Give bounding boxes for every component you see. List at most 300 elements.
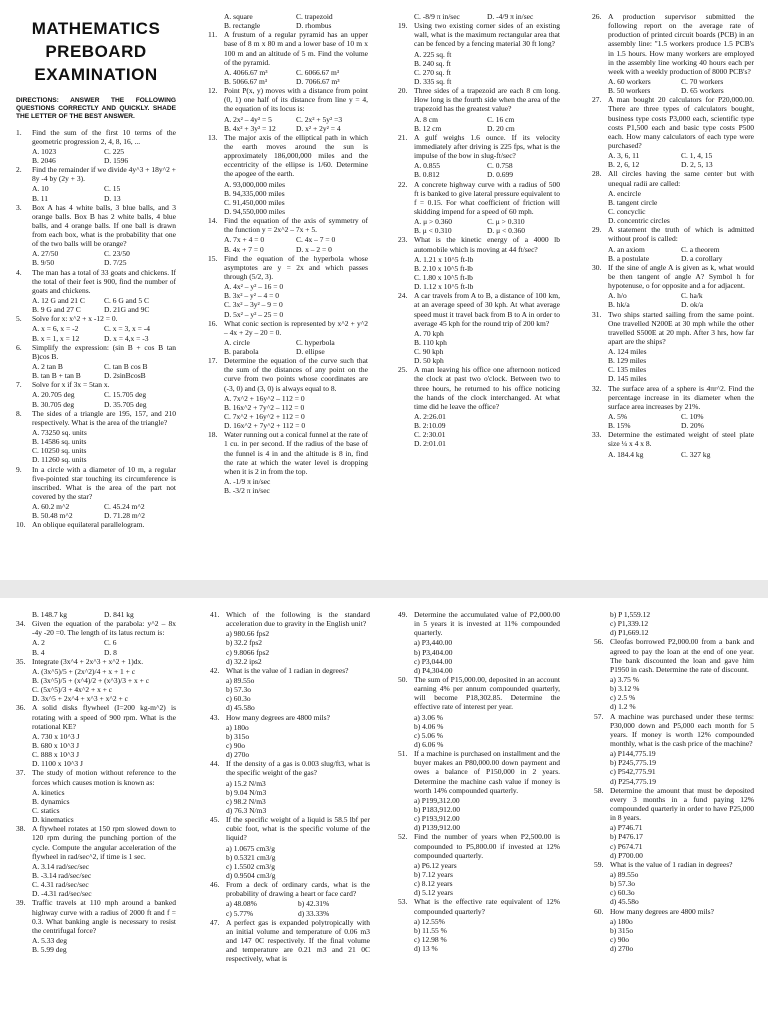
column-4 [594,610,754,953]
answer-option: C. 16 cm [487,114,515,124]
answer-option: B. 4x + 7 = 0 [224,244,264,254]
question-number: 42. [210,665,220,675]
question-number: 4. [16,267,22,277]
column-3 [398,12,560,449]
answer-option: B. 2046 [32,155,56,165]
answer-option: A. 225 sq. ft [414,49,452,59]
question-text: Find the number of years when P2,500.00 is compounded to P5,800.00 if invested at 12% compounded quarterly. [414,832,560,860]
question-number: 38. [16,824,26,834]
answer-option: A. 0.855 [414,161,441,171]
question-number: 28. [592,169,602,179]
question-text: A man leaving his office one afternoon noticed the clock at past two o'clock. Between two to three hours, he returned to his office noticing the hands of the clock interchanged. At what time did he leave the office? [414,365,560,411]
answer-option: D. 8 [104,647,117,657]
answer-option: A. 27/50 [32,249,59,259]
answer-option: B. 110 kph [414,337,447,347]
answer-option: B. 4 [32,647,45,657]
question [208,254,368,281]
answer-option: A. 73250 sq. units [32,428,87,438]
answer-option: D. x = 4,x = -3 [104,333,149,343]
question-number: 9. [16,464,22,474]
answer-option: A. 8 cm [414,114,438,124]
question [16,128,176,146]
answer-option: B. 30.705 deg [32,399,75,409]
answer-option: c) 9.8066 fps2 [226,647,270,657]
question-text: The major axis of the elliptical path in which the earth moves around the sun is approximately 186,000,000 miles and the eccentricity of the ellipse is 1/60. Determine the apogee of the earth. [224,132,368,179]
answer-option: B. 5.99 deg [32,945,67,955]
answer-options [398,255,560,292]
answer-option: C. 3x² – 3y² – 9 = 0 [224,300,283,310]
question-number: 8. [16,408,22,418]
answer-option: c) P1,339.12 [610,619,649,629]
answer-option: B. 5066.67 m³ [224,76,268,86]
answer-option: B. tan B + tan B [32,371,81,381]
question [16,203,176,249]
answer-option: c) P674.71 [610,841,643,851]
answer-options [16,502,176,520]
question-number: 21. [398,132,408,142]
question [208,319,368,337]
question-text: If the density of a gas is 0.003 slug/ft3, what is the specific weight of the gas? [226,759,370,778]
answer-option: a) P3,440.00 [414,638,453,648]
answer-option: B. 9/50 [32,258,55,268]
answer-option: B. 0.812 [414,170,440,180]
question-text: The sides of a triangle are 195, 157, and 210 respectively. What is the area of the triangle? [32,408,176,427]
question-text: An oblique equilateral parallelogram. [32,520,145,530]
question [210,815,370,842]
question [16,409,176,427]
question [592,95,754,150]
answer-option: A. -1/9 π in/sec [224,477,271,487]
question [594,860,754,869]
answer-options [398,796,560,833]
question-text: If the specific weight of a liquid is 58.5 lbf per cubic foot, what is the specific volume of the liquid? [226,815,370,843]
question-list [592,12,754,459]
continued-options [594,610,754,637]
question-number: 15. [208,253,218,263]
question-list [398,610,560,953]
answer-option: B. 11 [32,193,48,203]
question-text: A frustum of a regular pyramid has an upper base of 8 m x 80 m and a lower base of 10 m x 100 m and an altitude of 5 m. Find the volume of the pyramid. [224,30,368,67]
answer-options [210,779,370,816]
question-text: How many degrees are 4800 mils? [226,712,330,722]
answer-options [210,676,370,713]
answer-options [592,189,754,226]
column-2 [210,610,370,964]
answer-option: D. 2sinBcosB [104,371,146,381]
answer-option: B. 9 G and 27 C [32,305,81,315]
answer-option: B. 15% [608,421,631,431]
answer-option: c) P193,912.00 [414,814,460,824]
question [592,430,754,448]
question-number: 30. [592,262,602,272]
question [210,666,370,675]
answer-option: C. ha/k [681,291,703,301]
answer-option: B. 94,335,000 miles [224,188,285,198]
answer-option: C. statics [32,805,60,815]
answer-option: B. hk/a [608,300,630,310]
answer-option: D. 94,550,000 miles [224,206,286,216]
question [592,384,754,411]
answer-option: c) 1.5502 cm3/g [226,861,275,871]
question [592,263,754,290]
question [398,675,560,712]
exam-title [16,18,176,87]
question-text: All circles having the same center but with unequal radii are called: [608,169,754,188]
question-text: Find the equation of the axis of symmetry of the function y = 2x^2 – 7x + 5. [224,216,368,235]
answer-options [208,115,368,133]
question-text: Determine the estimated weight of steel plate size ¼ x 4 x 8. [608,430,754,449]
answer-option: A. kinetics [32,787,65,797]
question-text: Box A has 4 white balls, 3 blue balls, and 3 orange balls. Box B has 2 white balls, 4 blue balls, and 4 orange balls. If one ball is drawn from each box, what is the probability that one of the two balls will be orange? [32,202,176,249]
question [398,897,560,915]
answer-option: c) 90o [610,934,629,944]
answer-option: a) P199,312.00 [414,795,460,805]
answer-option: D. 3x^5 + 2x^4 + x^3 + x^2 + c [32,694,128,704]
answer-option: D. 145 miles [608,374,647,384]
question-number: 25. [398,365,408,375]
question-text: If the sine of angle A is given as k, what would be then tangent of angle A? Symbol h for hypotenuse, o for opposite and a for adjacent. [608,262,754,291]
question [208,86,368,113]
answer-option: a) 3.75 % [610,674,639,684]
answer-options [16,184,176,202]
answer-options [210,629,370,666]
answer-option: A. 2x² – 4y² = 5 [224,114,272,124]
answer-option: C. 10% [681,412,704,422]
question [592,169,754,187]
question-number: 10. [16,520,26,530]
column-1 [16,610,176,954]
answer-option: D. ellipse [296,347,325,357]
question-list [398,21,560,448]
answer-option: C. 15.705 deg [104,390,147,400]
question-number: 49. [398,610,408,619]
question-number: 45. [210,815,220,825]
answer-options [16,732,176,769]
answer-option: D. x – 2 = 0 [296,244,332,254]
answer-option: B. 2:10.09 [414,421,446,431]
question-number: 24. [398,291,408,301]
answer-option: D. 20% [681,421,704,431]
answer-option: A. x = 6, x = -2 [32,324,79,334]
answer-option: c) 2.5 % [610,693,636,703]
exam-page-2 [0,598,768,1024]
question [16,824,176,861]
question-text: A flywheel rotates at 150 rpm slowed down to 120 rpm during the punching portion of the cycle. Compute the angular acceleration of the flywheel in rad/sec^2, if time is 1 sec. [32,824,176,861]
answer-option: b) P 1,559.12 [610,610,651,619]
question-number: 32. [592,383,602,393]
answer-option: d) 45.58o [610,897,639,907]
answer-option: a) 980.66 fps2 [226,629,270,639]
directions: DIRECTIONS: ANSWER THE FOLLOWING QUESTIONS CORRECTLY AND QUICKLY. SHADE THE LETTER OF THE BEST ANSWER. [16,96,176,121]
answer-option: d) 270o [610,944,634,954]
question-text: In a circle with a diameter of 10 m, a regular five-pointed star touching its circumference is inscribed. What is the area of the part not covered by the star? [32,464,176,501]
answer-option: b) P476.17 [610,832,643,842]
answer-option: a) 3.06 % [414,712,443,722]
answer-option: C. 10250 sq. units [32,446,87,456]
question-number: 39. [16,898,26,908]
answer-option: B. 50.48 m^2 [32,511,73,521]
answer-option: D. 21G and 9C [104,305,150,315]
answer-option: D. 841 kg [104,610,134,619]
answer-option: b) 57.3o [226,685,251,695]
answer-option: D. -4.31 rad/sec/sec [32,889,92,899]
question [594,712,754,749]
question-number: 6. [16,342,22,352]
answer-option: c) 5.06 % [414,730,443,740]
question-text: A machine was purchased under these terms: P30,000 down and P5,000 each month for 5 years. If money is worth 12% compounded monthly, what is the cash price of the machine? [610,711,754,748]
answer-option: a) 89.55o [226,675,255,685]
question-text: What conic section is represented by x^2 + y^2 – 4x + 2y – 20 = 0. [224,318,368,337]
answer-option: B. (3x^5)/5 + (x^4)/2 + (x^3)/3 + x + c [32,675,150,685]
question [210,918,370,964]
answer-option: D. 35.705 deg [104,399,147,409]
answer-options [594,917,754,954]
question [594,637,754,674]
question-list [16,619,176,954]
question [398,133,560,160]
question-number: 17. [208,356,218,366]
question-number: 59. [594,859,604,869]
question-number: 5. [16,314,22,324]
answer-option: A. encircle [608,188,641,198]
answer-option: D. concentric circles [608,216,670,226]
question-text: What is the effective rate equivalent of 12% compounded quarterly? [414,897,560,916]
answer-option: a) 12.55% [414,916,445,926]
question-number: 44. [210,759,220,769]
answer-option: D. 11260 sq. units [32,455,87,465]
continued-options [208,12,368,30]
answer-option: B. 680 x 10^3 J [32,740,80,750]
answer-option: c) 60.3o [226,694,251,704]
answer-option: C. a theorem [681,244,720,254]
page-separator [0,580,768,598]
answer-option: b) 57.3o [610,879,635,889]
question-text: Integrate (3x^4 + 2x^3 + x^2 + 1)dx. [32,656,144,666]
answer-option: C. tan B cos B [104,362,148,372]
title-line: PREBOARD [45,41,147,61]
title-line: MATHEMATICS [31,19,161,38]
question-number: 20. [398,86,408,96]
answer-option: b) 7.12 years [414,869,453,879]
answer-option: D. 1.12 x 10^5 ft-lb [414,282,474,292]
answer-options [208,180,368,217]
answer-options [592,151,754,169]
question-text: The man has a total of 33 goats and chickens. If the total of their feet is 900, find the number of goats and chickens. [32,267,176,295]
answer-options [208,68,368,86]
answer-options [16,147,176,165]
answer-option: B. 3x² – y² – 4 = 0 [224,291,279,301]
answer-options [592,291,754,309]
question-text: What is the kinetic energy of a 4000 lb automobile which is moving at 44 ft/sec? [414,235,560,254]
answer-options [16,390,176,408]
question [210,713,370,722]
answer-option: A. an axiom [608,244,645,254]
answer-option: A. 5.33 deg [32,935,67,945]
question-text: The sum of P15,000.00, deposited in an account earning 4% per annum compounded quarterly, will become P18,302.85. Determine the effective rate of interest per year. [414,674,560,712]
answer-option: d) 13 % [414,944,438,954]
answer-option: C. 888 x 10^3 J [32,750,80,760]
answer-option: D. μ < 0.360 [487,226,526,236]
answer-option: C. 70 workers [681,76,724,86]
answer-option: d) 76.3 N/m3 [226,805,267,815]
answer-option: d) P700.00 [610,850,643,860]
answer-options [208,394,368,431]
question-number: 11. [208,30,218,40]
question-number: 36. [16,703,26,713]
answer-options [398,217,560,235]
answer-option: A. 3, 6, 11 [608,151,640,161]
question-number: 7. [16,380,22,390]
question-number: 12. [208,86,218,96]
question-text: Given the equation of the parabola: y^2 – 8x -4y -20 =0. The length of its latus rectum is: [32,619,176,638]
question [594,786,754,823]
answer-option: D. 20 cm [487,123,515,133]
question-text: What is the value of 1 radian in degrees? [226,665,349,675]
answer-option: b) 9.04 N/m3 [226,787,267,797]
answer-options [592,245,754,263]
question-number: 19. [398,21,408,31]
answer-options [398,412,560,449]
question-number: 13. [208,132,218,142]
answer-option: A. 10 [32,184,49,194]
column-2 [208,12,368,495]
question [16,343,176,361]
answer-option: a) 15.2 N/m3 [226,778,266,788]
answer-options [398,638,560,675]
question [398,235,560,253]
question [592,310,754,347]
question-text: Which of the following is the standard acceleration due to gravity in the English unit? [226,610,370,629]
answer-option: C. (5x^5)/3 + 4x^2 + x + c [32,685,113,695]
question-number: 16. [208,318,218,328]
continued-options [398,12,560,21]
answer-option: D. ok/a [681,300,704,310]
answer-option: C. 225 [104,146,125,156]
question [208,356,368,393]
answer-option: d) P139,912.00 [414,823,461,833]
answer-option: B. 240 sq. ft [414,58,451,68]
question [208,430,368,476]
answer-option: A. 5% [608,412,628,422]
question-number: 57. [594,711,604,721]
answer-options [210,844,370,881]
question-number: 1. [16,127,22,137]
question [16,657,176,666]
question-number: 58. [594,785,604,795]
answer-option: A. 20.705 deg [32,390,75,400]
answer-options [398,861,560,898]
answer-option: B. 129 miles [608,356,647,366]
answer-option: D. 0.699 [487,170,514,180]
question-text: Find the sum of the first 10 terms of the geometric progression 2, 4, 8, 16, ... [32,127,176,146]
answer-options [398,50,560,87]
question-text: Two ships started sailing from the same point. One travelled N200E at 30 mph while the other travelled S500E at 20 mph. After 3 hrs, how far apart are the ships? [608,309,754,346]
answer-option: C. 6 [104,638,117,648]
question [208,216,368,234]
answer-option: B. a postulate [608,253,650,263]
question-text: A car travels from A to B, a distance of 100 km, at an average speed of 30 kph. At what average speed must it travel back from B to A in order to average 45 kph for the round trip of 200 km? [414,291,560,328]
answer-option: B. 14586 sq. units [32,437,87,447]
answer-option: c) 8.12 years [414,879,453,889]
answer-option: C. -8/9 π in/sec [414,12,460,21]
answer-option: D. x² + 2y² = 4 [296,123,341,133]
answer-option: a) 180o [226,722,249,732]
answer-option: c) 98.2 N/m3 [226,796,266,806]
answer-options [398,713,560,750]
question-text: Simplify the expression: (sin B + cos B tan B)cos B. [32,342,176,361]
answer-option: B. x = 1, x = 12 [32,333,80,343]
question-text: From a deck of ordinary cards, what is the probability of drawing a heart or face card? [226,880,370,899]
question [16,619,176,637]
answer-options [594,749,754,786]
answer-option: C. trapezoid [296,12,333,21]
question [16,898,176,935]
answer-options [16,667,176,704]
question-list [210,610,370,963]
answer-option: D. 7/25 [104,258,127,268]
answer-option: a) 89.55o [610,869,639,879]
answer-option: b) 3.12 % [610,684,640,694]
answer-option: c) 12.98 % [414,934,447,944]
question-number: 35. [16,656,26,666]
answer-option: B. 148.7 kg [32,610,68,619]
question-number: 31. [592,309,602,319]
question [210,610,370,628]
answer-option: C. 4.31 rad/sec/sec [32,880,89,890]
question-list [16,128,176,530]
answer-option: B. dynamics [32,796,70,806]
question-text: Solve for x if 3x = 5tan x. [32,380,110,390]
answer-option: C. x = 3, x = -4 [104,324,150,334]
answer-options [210,723,370,760]
question-number: 33. [592,430,602,440]
question-number: 3. [16,202,22,212]
answer-option: C. 2:30.01 [414,430,446,440]
answer-option: C. 135 miles [608,365,647,375]
question [398,610,560,637]
answer-option: C. 90 kph [414,347,444,357]
answer-option: a) 1.0675 cm3/g [226,843,275,853]
answer-option: A. 4066.67 m³ [224,67,268,77]
answer-options [208,235,368,253]
answer-option: d) P4,304.00 [414,665,453,675]
answer-option: D. 5x² – y² – 25 = 0 [224,309,284,319]
answer-option: B. tangent circle [608,197,658,207]
question-list [208,30,368,495]
answer-option: d) 45.58o [226,703,255,713]
answer-option: B. μ < 0.310 [414,226,452,236]
answer-option: A. 1.21 x 10^5 ft-lb [414,254,474,264]
question-text: Three sides of a trapezoid are each 8 cm long. How long is the fourth side when the area of the trapezoid has the greatest value? [414,86,560,114]
question-number: 27. [592,95,602,105]
answer-option: C. 7x^2 + 16y^2 + 112 = 0 [224,412,305,422]
answer-option: A. 7x + 4 = 0 [224,235,265,245]
answer-option: D. rhombus [296,21,332,31]
question-text: Solve for x: x^2 + x -12 = 0. [32,314,118,324]
answer-option: d) 33.33% [298,908,330,918]
answer-option: b) 315o [226,731,250,741]
question-number: 23. [398,235,408,245]
answer-option: D. 71.28 m^2 [104,511,146,521]
question-text: A solid disks flywheel (I=200 kg-m^2) is rotating with a speed of 900 rpm. What is the rotational KE? [32,703,176,731]
answer-option: A. 2 [32,638,45,648]
answer-option: A. 124 miles [608,347,647,357]
question-text: Traffic travels at 110 mph around a banked highway curve with a radius of 2000 ft and f = 0.3. What banking angle is necessary to resist the centrifugal force? [32,898,176,935]
question-text: How many degrees are 4800 mils? [610,906,714,916]
question-text: A gulf weighs 1.6 ounce. If its velocity immediately after driving is 225 fps, what is the impulse of the bow in slug-ft/sec? [414,132,560,161]
question-text: The surface area of a sphere is 4πr^2. Find the percentage increase in its diameter when the surface area increases by 21%. [608,383,754,411]
question-text: A man bought 20 calculators for P20,000.00. There are three types of calculators bought, business type costs P3,000 each, scientific type costs P1,500 each and basic type costs P500 each. How many calculators of each type were purchased? [608,95,754,150]
